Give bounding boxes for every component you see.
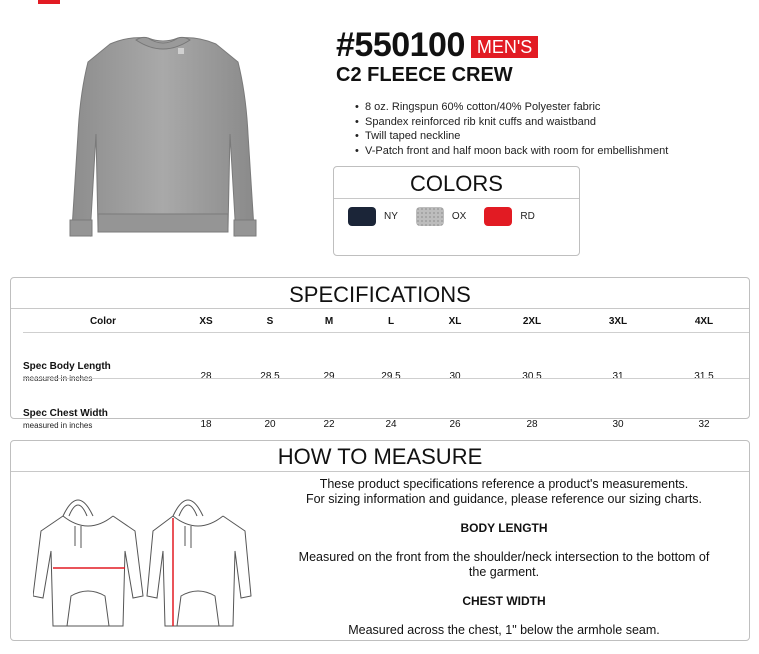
color-option-rd[interactable] [484,207,534,226]
spec-value: 31 [612,371,624,382]
hoodie-measure-diagram [33,486,253,636]
colors-title: COLORS [410,171,503,196]
swatch-label: RD [520,211,535,222]
red-swatch [484,207,512,226]
swatch-row [348,207,553,226]
swatch-label: NY [384,211,398,222]
how-to-measure-divider [11,471,749,472]
product-sku: #550100 [336,26,465,64]
hoodie-side-figure [147,500,251,626]
product-name: C2 FLEECE CREW [336,64,513,86]
spec-value: 28 [200,371,212,382]
measure-intro-line: These product specifications reference a product's measurements. [319,477,689,491]
category-badge: MEN'S [471,36,538,58]
spec-value: 28 [526,419,538,430]
product-sweatshirt-image [48,14,278,259]
spec-row-label: Spec Chest Width [23,408,108,419]
product-heading [336,28,538,86]
spec-row-sub: measured in inches [23,374,93,383]
size-l-header: L [387,316,395,327]
size-xs-header: XS [199,316,213,327]
specifications-title: SPECIFICATIONS [289,282,471,307]
spec-value: 30 [612,419,624,430]
spec-value: 30 [449,371,461,382]
color-option-ny[interactable] [348,207,398,226]
size-3xl-header: 3XL [608,316,628,327]
spec-table [11,312,751,430]
hoodie-front-figure [33,500,143,626]
spec-value: 31.5 [694,371,714,382]
swatch-label: OX [451,211,467,222]
feature-item: • Twill taped neckline [355,129,668,144]
body-length-text-cont: the garment. [468,565,540,579]
how-to-measure-text [269,477,739,638]
measure-intro-line: For sizing information and guidance, please reference our sizing charts. [305,492,703,506]
top-accent-tab [38,0,60,4]
spec-value: 22 [323,419,335,430]
spec-value: 29 [323,371,335,382]
specifications-divider [11,308,749,309]
spec-value: 30.5 [522,371,542,382]
feature-item: • 8 oz. Ringspun 60% cotton/40% Polyester fabric [355,100,668,115]
feature-list [355,100,668,158]
body-length-text: Measured on the front from the shoulder/neck intersection to the bottom of [298,550,710,564]
spec-value: 26 [449,419,461,430]
spec-value: 24 [385,419,397,430]
oxford-swatch [416,207,444,226]
row-separator [23,378,749,379]
feature-item: • Spandex reinforced rib knit cuffs and waistband [355,115,668,130]
size-4xl-header: 4XL [694,316,714,327]
spec-value: 28.5 [260,371,280,382]
spec-row-sub: measured in inches [23,421,93,430]
row-separator [23,332,749,333]
chest-width-heading: CHEST WIDTH [462,594,546,608]
specifications-panel [10,277,750,430]
colors-panel [333,166,580,256]
how-to-measure-panel [10,440,750,641]
spec-header-label: Color [89,316,117,327]
spec-header-row [11,312,751,332]
feature-item: • V-Patch front and half moon back with room for embellishment [355,144,668,159]
body-length-heading: BODY LENGTH [460,521,548,535]
spec-value: 20 [264,419,276,430]
spec-value: 29.5 [381,371,401,382]
chest-width-text: Measured across the chest, 1" below the armhole seam. [348,623,660,637]
spec-value: 32 [698,419,710,430]
size-2xl-header: 2XL [522,316,542,327]
how-to-measure-title: HOW TO MEASURE [277,444,483,469]
size-s-header: S [266,316,274,327]
size-xl-header: XL [448,316,462,327]
size-m-header: M [324,316,334,327]
spec-row-label: Spec Body Length [23,361,111,372]
spec-value: 18 [200,419,212,430]
colors-divider [334,198,579,199]
color-option-ox[interactable] [416,207,466,226]
navy-swatch [348,207,376,226]
